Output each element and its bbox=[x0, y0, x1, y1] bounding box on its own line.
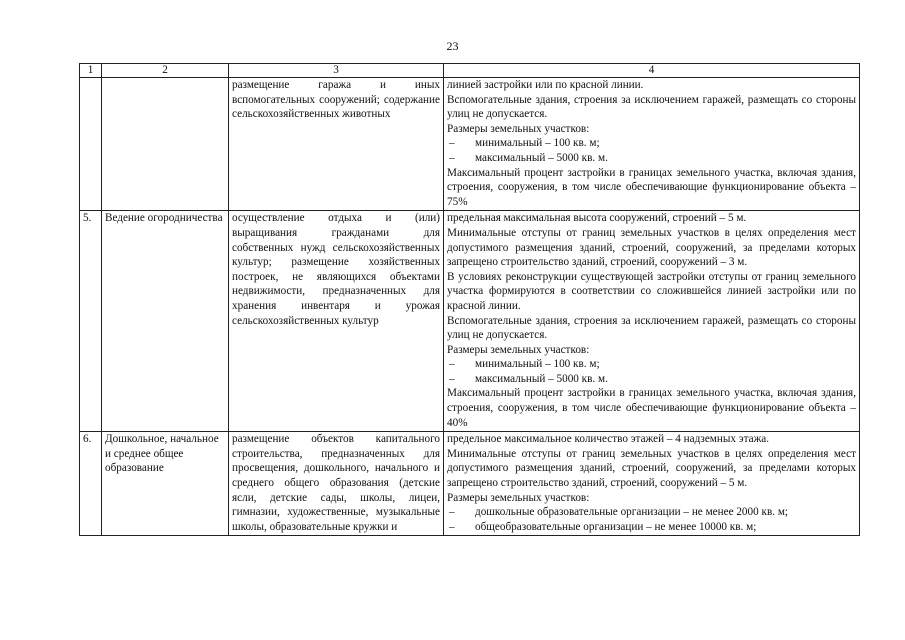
row-number bbox=[80, 78, 102, 211]
parameter-line: Максимальный процент застройки в границах земельного участка, включая здания, строения, сооружения, в том числе обеспечивающие функционирование объекта – 75% bbox=[447, 166, 856, 208]
parameter-line: Размеры земельных участков: bbox=[447, 491, 590, 504]
row-number: 6. bbox=[80, 432, 102, 536]
dash-item: – минимальный – 100 кв. м; bbox=[449, 137, 600, 150]
parameters-cell bbox=[444, 211, 860, 432]
column-header: 4 bbox=[444, 64, 860, 78]
parameter-line: В условиях реконструкции существующей застройки отступы от границ земельного участка формируются в соответствии со сложившейся линией застройки или по красной линии. bbox=[447, 270, 856, 312]
dash-item-text: минимальный – 100 кв. м; bbox=[475, 137, 600, 150]
dash-item-text: минимальный – 100 кв. м; bbox=[475, 358, 600, 371]
row-number: 5. bbox=[80, 211, 102, 432]
dash-item: – дошкольные образовательные организации – не менее 2000 кв. м; bbox=[449, 506, 789, 519]
parameter-line: Максимальный процент застройки в границах земельного участка, включая здания, строения, сооружения, в том числе обеспечивающие функционирование объекта – 40% bbox=[447, 387, 856, 429]
use-type-description: размещение объектов капитального строительства, предназначенных для просвещения, дошкольного, начального и среднего общего образования (детские ясли, детские сады, школы, лицеи, гимназии, художественные, музыкальные школы, образовательные кружки и bbox=[229, 432, 444, 536]
parameters-cell bbox=[444, 432, 860, 536]
use-type-name: Ведение огородничества bbox=[102, 211, 229, 432]
use-type-name bbox=[102, 78, 229, 211]
dash-item-text: максимальный – 5000 кв. м. bbox=[475, 372, 608, 385]
zoning-table bbox=[79, 63, 860, 536]
table-header-row bbox=[80, 64, 860, 78]
column-header: 2 bbox=[102, 64, 229, 78]
parameter-line: Размеры земельных участков: bbox=[447, 343, 590, 356]
parameter-line: Вспомогательные здания, строения за исключением гаражей, размещать со стороны улиц не допускается. bbox=[447, 314, 856, 342]
dash-item-text: максимальный – 5000 кв. м. bbox=[475, 151, 608, 164]
parameters-cell bbox=[444, 78, 860, 211]
use-type-description: размещение гаража и иных вспомогательных сооружений; содержание сельскохозяйственных животных bbox=[229, 78, 444, 211]
dash-item: – общеобразовательные организации – не менее 10000 кв. м; bbox=[449, 520, 757, 533]
table-row bbox=[80, 78, 860, 211]
column-header: 1 bbox=[80, 64, 102, 78]
table-row bbox=[80, 211, 860, 432]
column-header: 3 bbox=[229, 64, 444, 78]
parameter-line: Размеры земельных участков: bbox=[447, 122, 590, 135]
use-type-name: Дошкольное, начальное и среднее общее образование bbox=[102, 432, 229, 536]
parameter-line: предельное максимальное количество этажей – 4 надземных этажа. bbox=[447, 433, 770, 446]
page-number: 23 bbox=[446, 39, 459, 53]
parameter-line: Минимальные отступы от границ земельных участков в целях определения мест допустимого размещения зданий, строений, сооружений, за пределами которых запрещено строительство зданий, строений, сооружений – 3 м. bbox=[447, 226, 856, 269]
dash-item: – минимальный – 100 кв. м; bbox=[449, 358, 600, 371]
dash-item: – максимальный – 5000 кв. м. bbox=[449, 151, 608, 164]
dash-item: – максимальный – 5000 кв. м. bbox=[449, 372, 608, 385]
parameter-line: предельная максимальная высота сооружений, строений – 5 м. bbox=[447, 212, 747, 225]
dash-item-text: общеобразовательные организации – не менее 10000 кв. м; bbox=[475, 520, 757, 533]
use-type-description: осуществление отдыха и (или) выращивания гражданами для собственных нужд сельскохозяйственных культур; размещение хозяйственных построек, не являющихся объектами недвижимости, предназначенных для хранения инвентаря и урожая сельскохозяйственных культур bbox=[229, 211, 444, 432]
parameter-line: Минимальные отступы от границ земельных участков в целях определения мест допустимого размещения зданий, строений, сооружений, за пределами которых запрещено строительство зданий, строений, сооружений – 5 м. bbox=[447, 447, 856, 490]
parameter-line: Вспомогательные здания, строения за исключением гаражей, размещать со стороны улиц не допускается. bbox=[447, 93, 856, 121]
table-row bbox=[80, 432, 860, 536]
parameter-line: линией застройки или по красной линии. bbox=[447, 79, 644, 91]
dash-item-text: дошкольные образовательные организации – не менее 2000 кв. м; bbox=[475, 506, 789, 519]
